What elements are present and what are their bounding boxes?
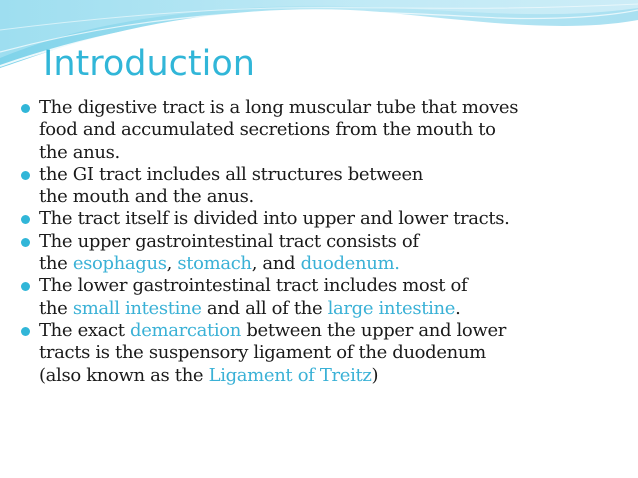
text-segment: tracts is the suspensory ligament of the duodenum: [39, 342, 486, 364]
bullet-item: [21, 231, 621, 276]
text-segment: The upper gastrointestinal tract consists of: [39, 230, 419, 252]
bullet-line: [39, 208, 621, 230]
text-segment: the mouth and the anus.: [39, 186, 254, 208]
bullet-dot-icon: [21, 104, 30, 113]
bullet-line: [39, 142, 621, 164]
text-segment: the: [39, 253, 73, 275]
highlighted-term: small intestine: [72, 297, 202, 319]
bullet-line: [39, 164, 621, 186]
bullet-dot-icon: [21, 327, 30, 336]
bullet-line: [39, 365, 621, 387]
highlighted-term: duodenum.: [300, 253, 400, 275]
bullet-item: [21, 320, 621, 387]
highlighted-term: Ligament of Treitz: [208, 364, 372, 386]
bullet-dot-icon: [21, 238, 30, 247]
bullet-item: [21, 275, 621, 320]
highlighted-term: esophagus: [72, 253, 167, 275]
text-segment: (also known as the: [39, 364, 209, 386]
text-segment: between the upper and lower: [241, 319, 507, 341]
bullet-item: [21, 208, 621, 230]
bullet-dot-icon: [21, 171, 30, 180]
bullet-line: [39, 275, 621, 297]
text-segment: The exact: [39, 319, 131, 341]
bullet-line: [39, 119, 621, 141]
text-segment: ): [371, 364, 379, 386]
text-segment: The lower gastrointestinal tract includes most of: [39, 275, 468, 297]
bullet-list: [21, 97, 621, 387]
text-segment: the: [39, 297, 73, 319]
bullet-item: [21, 97, 621, 164]
text-segment: the GI tract includes all structures between: [39, 163, 424, 185]
bullet-line: [39, 231, 621, 253]
bullet-line: [39, 320, 621, 342]
text-segment: .: [455, 297, 461, 319]
text-segment: food and accumulated secretions from the mouth to: [39, 119, 496, 141]
bullet-dot-icon: [21, 282, 30, 291]
bullet-line: [39, 186, 621, 208]
bullet-item: [21, 164, 621, 209]
text-segment: The digestive tract is a long muscular tube that moves: [39, 97, 519, 118]
highlighted-term: large intestine: [327, 297, 456, 319]
bullet-line: [39, 298, 621, 320]
bullet-line: [39, 97, 621, 119]
slide-title: Introduction: [43, 44, 255, 84]
text-segment: , and: [251, 253, 301, 275]
bullet-line: [39, 253, 621, 275]
bullet-line: [39, 342, 621, 364]
highlighted-term: stomach: [177, 253, 252, 275]
text-segment: The tract itself is divided into upper and lower tracts.: [39, 208, 510, 230]
highlighted-term: demarcation: [130, 319, 242, 341]
text-segment: and all of the: [201, 297, 328, 319]
text-segment: the anus.: [39, 141, 120, 163]
bullet-dot-icon: [21, 215, 30, 224]
text-segment: ,: [166, 253, 178, 275]
